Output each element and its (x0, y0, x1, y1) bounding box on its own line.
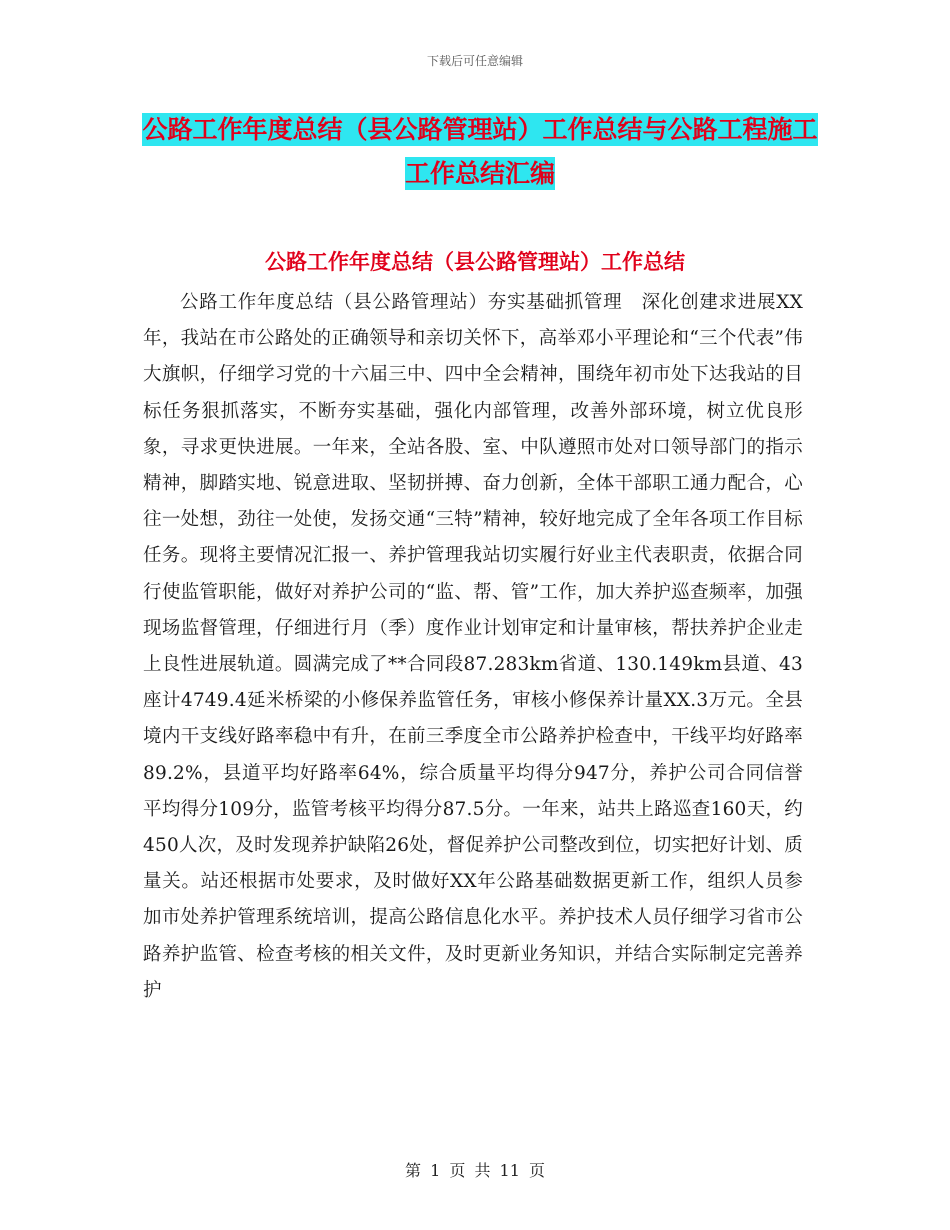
body-paragraph: 公路工作年度总结（县公路管理站）夯实基础抓管理 深化创建求进展XX年，我站在市公路处的正确领导和亲切关怀下，高举邓小平理论和“三个代表”伟大旗帜，仔细学习党的十六届三中、四中全会精神，围绕年初市处下达我站的目标任务狠抓落实，不断夯实基础，强化内部管理，改善外部环境，树立优良形象，寻求更快进展。一年来，全站各股、室、中队遵照市处对口领导部门的指示精神，脚踏实地、锐意进取、坚韧拼搏、奋力创新，全体干部职工通力配合，心往一处想，劲往一处使，发扬交通“三特”精神，较好地完成了全年各项工作目标任务。现将主要情况汇报一、养护管理我站切实履行好业主代表职责，依据合同行使监管职能，做好对养护公司的“监、帮、管”工作，加大养护巡查频率，加强现场监督管理，仔细进行月（季）度作业计划审定和计量审核，帮扶养护企业走上良性进展轨道。圆满完成了**合同段87.283km省道、130.149km县道、43座计4749.4延米桥梁的小修保养监管任务，审核小修保养计量XX.3万元。全县境内干支线好路率稳中有升，在前三季度全市公路养护检查中，干线平均好路率89.2%，县道平均好路率64%，综合质量平均得分947分，养护公司合同信誉平均得分109分，监管考核平均得分87.5分。一年来，站共上路巡查160天，约450人次，及时发现养护缺陷26处，督促养护公司整改到位，切实把好计划、质量关。站还根据市处要求，及时做好XX年公路基础数据更新工作，组织人员参加市处养护管理系统培训，提高公路信息化水平。养护技术人员仔细学习省市公路养护监管、检查考核的相关文件，及时更新业务知识，并结合实际制定完善养护 (143, 292, 803, 1001)
document-title (140, 108, 820, 196)
document-title-text: 公路工作年度总结（县公路管理站）工作总结与公路工程施工工作总结汇编 (142, 115, 818, 188)
page-footer: 第 1 页 共 11 页 (405, 1161, 545, 1180)
section-title: 公路工作年度总结（县公路管理站）工作总结 (265, 250, 685, 274)
header-note: 下载后可任意编辑 (426, 54, 523, 68)
